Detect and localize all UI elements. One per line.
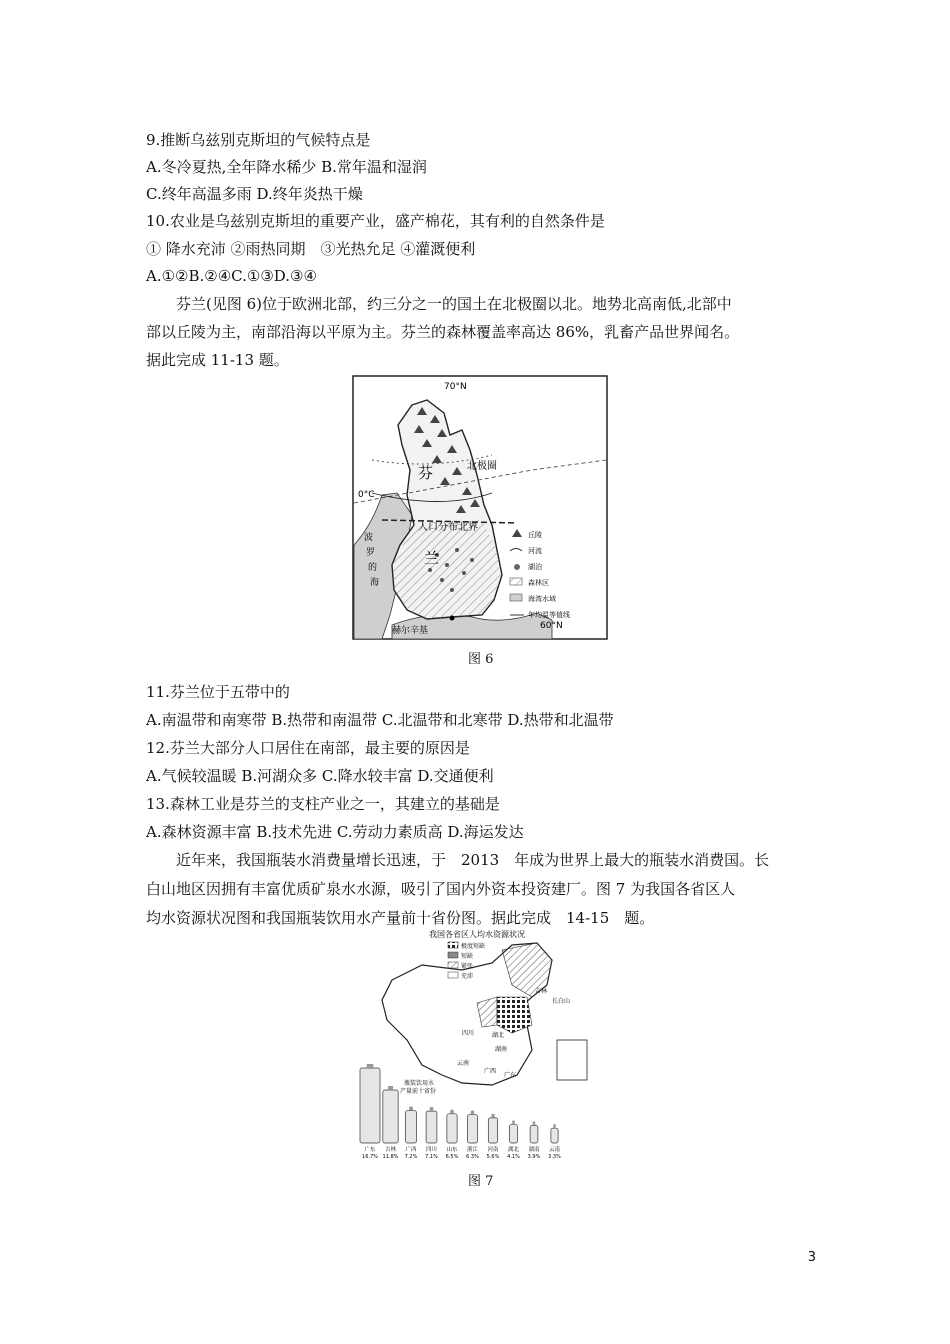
legend-isotherm: 年均温等值线 bbox=[528, 611, 570, 619]
q12-options: A.气候较温暖 B.河湖众多 C.降水较丰富 D.交通便利 bbox=[146, 767, 494, 785]
bottle-value-0: 16.7% bbox=[362, 1154, 378, 1160]
water-paragraph-line1: 近年来，我国瓶装水消费量增长迅速，于 2013 年成为世界上最大的瓶装水消费国。长 bbox=[176, 851, 770, 869]
q11-options: A.南温带和南寒带 B.热带和南温带 C.北温带和北寒带 D.热带和北温带 bbox=[146, 711, 614, 729]
water-paragraph-line2: 白山地区因拥有丰富优质矿泉水水源，吸引了国内外资本投资建厂。图 7 为我国各省区人 bbox=[146, 880, 736, 898]
legend-shortage: 短缺 bbox=[461, 953, 474, 960]
legend-extreme-shortage: 极度短缺 bbox=[461, 943, 486, 950]
bottle-chart-title-line2: 产量前十省份 bbox=[400, 1088, 437, 1095]
bottle-cap-1 bbox=[388, 1086, 393, 1090]
q10-items: ① 降水充沛 ②雨热同期 ③光热允足 ④灌溉便利 bbox=[146, 240, 476, 258]
q9-stem: 9.推断乌兹别克斯坦的气候特点是 bbox=[146, 131, 371, 149]
bottle-bar-7 bbox=[510, 1125, 518, 1143]
bottle-value-3: 7.1% bbox=[425, 1154, 438, 1160]
label-guangxi: 广西 bbox=[484, 1068, 497, 1075]
bottle-bar-3 bbox=[426, 1111, 437, 1143]
bottle-bar-4 bbox=[447, 1114, 457, 1143]
legend-lake: 湖泊 bbox=[528, 563, 542, 571]
q13-stem: 13.森林工业是芬兰的支柱产业之一，其建立的基础是 bbox=[146, 795, 500, 813]
figure6-caption: 图 6 bbox=[468, 652, 494, 667]
finland-paragraph-line1: 芬兰(见图 6)位于欧洲北部，约三分之一的国土在北极圈以北。地势北高南低,北部中 bbox=[176, 295, 732, 313]
q11-stem: 11.芬兰位于五带中的 bbox=[146, 683, 290, 701]
bottle-category-7: 湖北 bbox=[507, 1147, 520, 1153]
bottle-category-5: 浙江 bbox=[466, 1147, 479, 1153]
bottle-bar-9 bbox=[551, 1128, 558, 1143]
label-hubei: 湖北 bbox=[492, 1032, 505, 1039]
population-line-label: 人口分布北界 bbox=[418, 522, 478, 533]
label-guangdong: 广东 bbox=[504, 1072, 517, 1079]
q10-stem: 10.农业是乌兹别克斯坦的重要产业，盛产棉花，其有利的自然条件是 bbox=[146, 212, 605, 230]
finland-paragraph-line2: 部以丘陵为主，南部沿海以平原为主。芬兰的森林覆盖率高达 86%，乳畜产品世界闻名。 bbox=[146, 323, 740, 341]
sea-char-2: 罗 bbox=[366, 548, 376, 558]
legend-hills: 丘陵 bbox=[528, 531, 542, 539]
bottle-category-9: 云南 bbox=[548, 1147, 561, 1153]
bottle-cap-9 bbox=[553, 1124, 555, 1128]
bottle-cap-5 bbox=[471, 1111, 474, 1115]
bottle-category-2: 广西 bbox=[405, 1147, 417, 1153]
bottle-cap-7 bbox=[512, 1121, 515, 1125]
country-char-1: 芬 bbox=[418, 464, 434, 482]
label-sichuan: 四川 bbox=[462, 1030, 475, 1037]
bottle-cap-2 bbox=[409, 1107, 413, 1111]
bottle-cap-3 bbox=[430, 1107, 434, 1111]
bottle-bar-8 bbox=[530, 1125, 538, 1143]
bottle-cap-8 bbox=[533, 1121, 536, 1125]
bottle-category-1: 吉林 bbox=[384, 1147, 397, 1153]
label-hunan: 湖南 bbox=[495, 1046, 508, 1053]
bottle-category-4: 山东 bbox=[446, 1147, 458, 1153]
label-changbaishan: 长白山 bbox=[552, 998, 571, 1005]
bottle-value-8: 3.9% bbox=[527, 1154, 541, 1160]
bottle-value-5: 6.3% bbox=[466, 1154, 479, 1160]
water-paragraph-line3: 均水资源状况图和我国瓶装饮用水产量前十省份图。据此完成 14-15 题。 bbox=[146, 909, 655, 927]
figure7-caption: 图 7 bbox=[468, 1174, 494, 1189]
bottle-cap-0 bbox=[367, 1064, 374, 1068]
figure7-title: 我国各省区人均水资源状况 bbox=[429, 930, 525, 939]
china-water-figure bbox=[352, 925, 602, 1170]
label-yunnan: 云南 bbox=[457, 1060, 470, 1067]
bottle-category-3: 四川 bbox=[425, 1147, 438, 1153]
bottle-chart-title-line1: 瓶装饮用水 bbox=[404, 1080, 435, 1087]
q12-stem: 12.芬兰大部分人口居住在南部，最主要的原因是 bbox=[146, 739, 470, 757]
legend-gulf: 海湾水域 bbox=[528, 595, 556, 603]
bottle-value-7: 4.1% bbox=[507, 1154, 520, 1160]
legend-tight: 紧张 bbox=[461, 963, 474, 970]
q13-options: A.森林资源丰富 B.技术先进 C.劳动力素质高 D.海运发达 bbox=[146, 823, 524, 841]
bottle-value-1: 11.8% bbox=[382, 1154, 399, 1160]
finland-map bbox=[352, 375, 608, 640]
q10-options: A.①②B.②④C.①③D.③④ bbox=[146, 267, 317, 285]
bottle-value-4: 6.5% bbox=[445, 1154, 459, 1160]
bottle-category-8: 湖南 bbox=[528, 1147, 540, 1153]
bottle-value-6: 5.6% bbox=[486, 1154, 500, 1160]
legend-forest: 森林区 bbox=[528, 579, 549, 587]
bottle-bar-2 bbox=[406, 1111, 417, 1143]
lat60-label: 60°N bbox=[540, 621, 563, 631]
isotherm-label: 0°C bbox=[358, 490, 375, 500]
capital-label: 赫尔辛基 bbox=[392, 626, 429, 636]
bottle-bar-5 bbox=[467, 1115, 477, 1143]
sea-char-1: 波 bbox=[364, 533, 374, 543]
country-char-2: 兰 bbox=[424, 549, 440, 567]
q9-options-ab: A.冬冷夏热,全年降水稀少 B.常年温和湿润 bbox=[146, 158, 427, 176]
bottle-bar-0 bbox=[360, 1068, 380, 1143]
legend-river: 河流 bbox=[528, 547, 542, 555]
bottle-category-0: 广东 bbox=[364, 1147, 376, 1153]
legend-abundant: 充沛 bbox=[461, 973, 474, 980]
bottle-bar-6 bbox=[488, 1118, 497, 1143]
sea-char-4: 海 bbox=[370, 578, 380, 588]
bottle-cap-4 bbox=[450, 1110, 453, 1114]
bottle-cap-6 bbox=[491, 1114, 494, 1118]
lat70-label: 70°N bbox=[444, 382, 467, 392]
bottle-value-9: 3.3% bbox=[548, 1154, 561, 1160]
sea-char-3: 的 bbox=[368, 563, 378, 573]
bottle-value-2: 7.2% bbox=[404, 1154, 418, 1160]
q9-options-cd: C.终年高温多雨 D.终年炎热干燥 bbox=[146, 185, 363, 203]
bottle-category-6: 河南 bbox=[487, 1147, 499, 1153]
page-number: 3 bbox=[807, 1250, 816, 1265]
finland-paragraph-line3: 据此完成 11-13 题。 bbox=[146, 351, 289, 369]
bottle-bar-1 bbox=[383, 1090, 398, 1143]
label-jilin: 吉林 bbox=[535, 988, 548, 995]
arctic-circle-label: 北极圈 bbox=[467, 461, 497, 472]
